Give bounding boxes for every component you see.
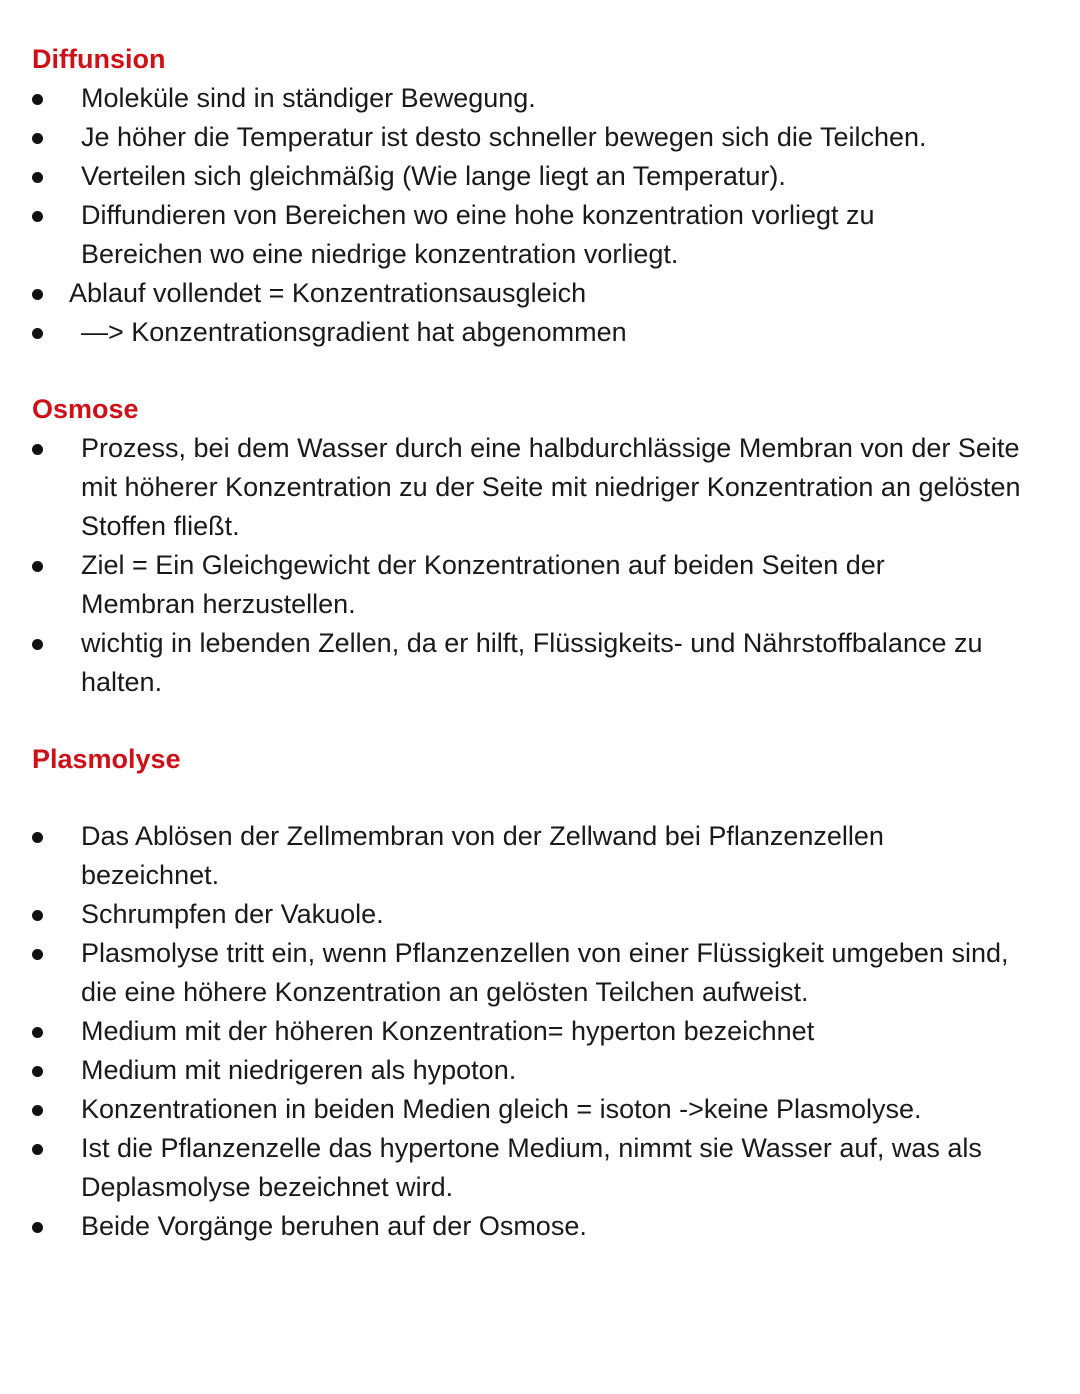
list-item — [32, 1012, 1052, 1051]
list-item-text: Moleküle sind in ständiger Bewegung. — [81, 83, 536, 113]
bullet-icon — [32, 949, 43, 960]
list-item-text: Schrumpfen der Vakuole. — [81, 899, 384, 929]
list-item — [32, 118, 1052, 157]
list-item-text: Medium mit der höheren Konzentration= hyperton bezeichnet — [81, 1016, 815, 1046]
bullet-icon — [32, 1066, 43, 1077]
bullet-icon — [32, 328, 43, 339]
bullet-icon — [32, 133, 43, 144]
list-item — [32, 196, 1052, 274]
section-plasmolyse — [32, 740, 1052, 1246]
bullet-icon — [32, 561, 43, 572]
list-item-text: —> Konzentrationsgradient hat abgenommen — [81, 317, 627, 347]
bullet-icon — [32, 289, 43, 300]
bullet-icon — [32, 832, 43, 843]
list-item — [32, 429, 1052, 546]
list-item — [32, 934, 1052, 1012]
list-item — [32, 1090, 1052, 1129]
list-item-text: Ist die Pflanzenzelle das hypertone Medium, nimmt sie Wasser auf, was als Deplasmolyse bezeichnet wird. — [81, 1133, 982, 1202]
list-item-text: wichtig in lebenden Zellen, da er hilft, Flüssigkeits- und Nährstoffbalance zu halten. — [81, 628, 983, 697]
bullet-list-osmose — [32, 429, 1052, 702]
list-item — [32, 895, 1052, 934]
bullet-list-plasmolyse — [32, 817, 1052, 1246]
list-item — [32, 817, 1052, 895]
section-osmose — [32, 390, 1052, 702]
list-item — [32, 274, 1052, 313]
list-item-text: Ablauf vollendet = Konzentrationsausgleich — [69, 278, 587, 308]
list-item-text: Plasmolyse tritt ein, wenn Pflanzenzellen von einer Flüssigkeit umgeben sind, die eine höhere Konzentration an gelösten Teilchen aufweist. — [81, 938, 1009, 1007]
list-item — [32, 546, 1052, 624]
section-diffusion — [32, 40, 1052, 352]
bullet-icon — [32, 172, 43, 183]
bullet-icon — [32, 211, 43, 222]
list-item-text: Beide Vorgänge beruhen auf der Osmose. — [81, 1211, 587, 1241]
list-item-text: Diffundieren von Bereichen wo eine hohe konzentration vorliegt zu Bereichen wo eine niedrige konzentration vorliegt. — [81, 200, 875, 269]
list-item — [32, 157, 1052, 196]
list-item-text: Je höher die Temperatur ist desto schneller bewegen sich die Teilchen. — [81, 122, 927, 152]
spacer — [32, 779, 1052, 817]
list-item — [32, 1129, 1052, 1207]
bullet-icon — [32, 1027, 43, 1038]
bullet-icon — [32, 1222, 43, 1233]
list-item-text: Das Ablösen der Zellmembran von der Zellwand bei Pflanzenzellen bezeichnet. — [81, 821, 884, 890]
list-item — [32, 624, 1052, 702]
list-item — [32, 1051, 1052, 1090]
list-item — [32, 1207, 1052, 1246]
bullet-icon — [32, 910, 43, 921]
section-title-osmose: Osmose — [32, 394, 139, 424]
list-item — [32, 79, 1052, 118]
section-title-plasmolyse: Plasmolyse — [32, 744, 181, 774]
bullet-icon — [32, 639, 43, 650]
bullet-icon — [32, 1144, 43, 1155]
list-item — [32, 313, 1052, 352]
bullet-icon — [32, 94, 43, 105]
bullet-icon — [32, 1105, 43, 1116]
bullet-icon — [32, 444, 43, 455]
list-item-text: Medium mit niedrigeren als hypoton. — [81, 1055, 517, 1085]
list-item-text: Konzentrationen in beiden Medien gleich = isoton ->keine Plasmolyse. — [81, 1094, 922, 1124]
list-item-text: Prozess, bei dem Wasser durch eine halbdurchlässige Membran von der Seite mit höherer Konzentration zu der Seite mit niedriger Konzentration an gelösten Stoffen fließt. — [81, 433, 1021, 541]
section-title-diffusion: Diffunsion — [32, 44, 166, 74]
bullet-list-diffusion — [32, 79, 1052, 352]
list-item-text: Ziel = Ein Gleichgewicht der Konzentrationen auf beiden Seiten der Membran herzustellen. — [81, 550, 885, 619]
list-item-text: Verteilen sich gleichmäßig (Wie lange liegt an Temperatur). — [81, 161, 786, 191]
